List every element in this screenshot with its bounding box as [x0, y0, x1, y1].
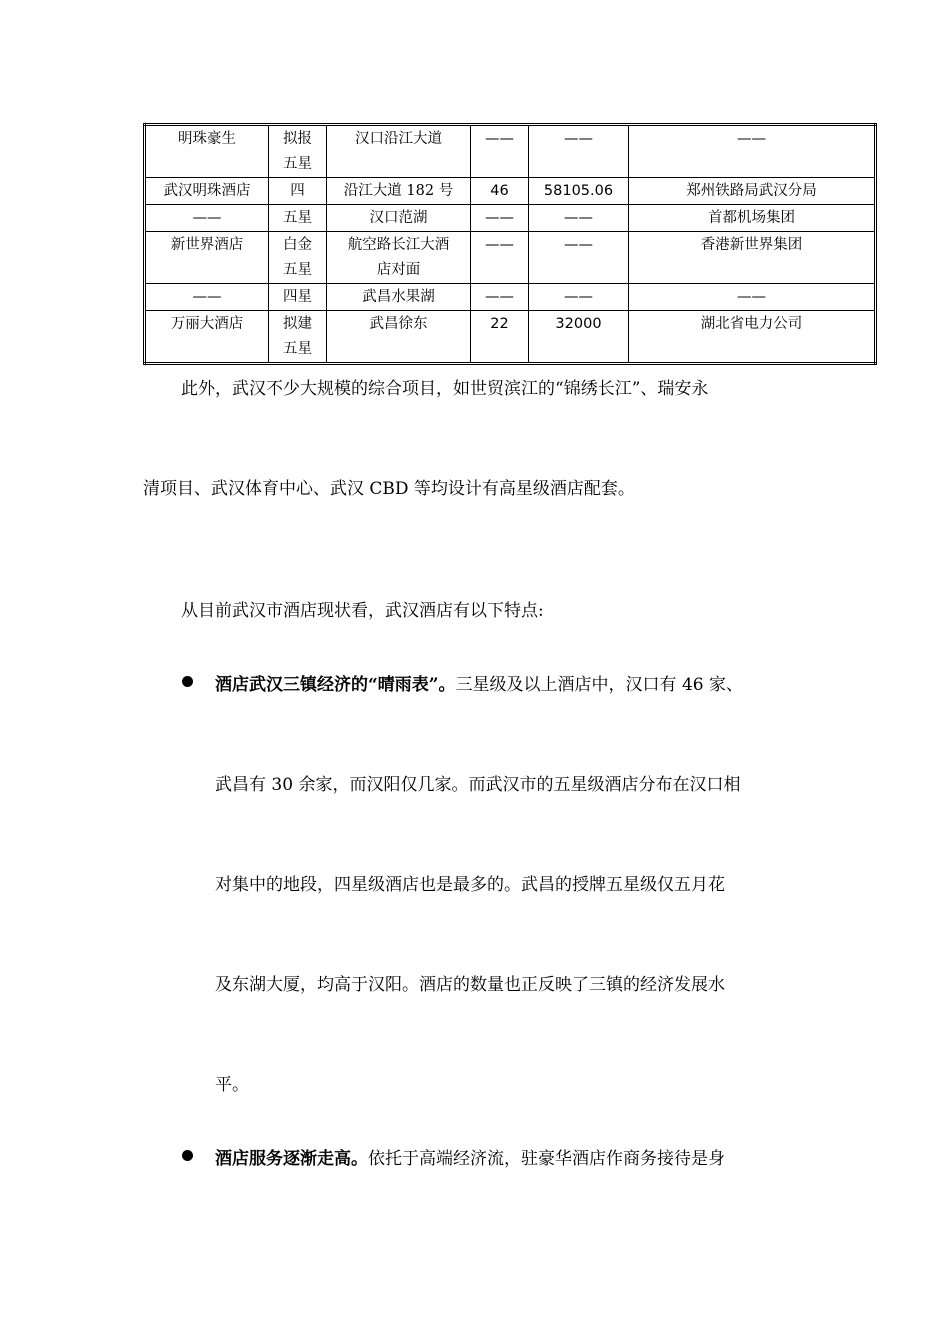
- paragraph-1-line-2: 清项目、武汉体育中心、武汉 CBD 等均设计有高星级酒店配套。: [143, 479, 635, 499]
- table-cell: ——: [471, 205, 529, 232]
- table-cell: 46: [471, 178, 529, 205]
- table-cell: ——: [629, 284, 876, 311]
- table-cell: ——: [529, 232, 629, 284]
- table-cell: ——: [145, 205, 269, 232]
- bullet-2-line-1: [215, 1144, 725, 1169]
- table-cell: 新世界酒店: [145, 232, 269, 284]
- table-cell: 武汉明珠酒店: [145, 178, 269, 205]
- table-row: [145, 125, 876, 178]
- table-cell: 首都机场集团: [629, 205, 876, 232]
- table-cell: 武昌水果湖: [327, 284, 471, 311]
- table-cell: 拟建 五星: [269, 311, 327, 364]
- paragraph-1-line-1: 此外，武汉不少大规模的综合项目，如世贸滨江的“锦绣长江”、瑞安永: [181, 379, 709, 399]
- table-cell: 拟报 五星: [269, 125, 327, 178]
- bullet-icon: [182, 676, 193, 687]
- table-row: [145, 232, 876, 284]
- table-cell: ——: [529, 125, 629, 178]
- table-row: [145, 284, 876, 311]
- table-cell: 白金 五星: [269, 232, 327, 284]
- table-cell: 万丽大酒店: [145, 311, 269, 364]
- table-cell: 32000: [529, 311, 629, 364]
- table-cell: ——: [529, 205, 629, 232]
- table-cell: ——: [471, 232, 529, 284]
- table-cell: 四: [269, 178, 327, 205]
- table-cell: ——: [629, 125, 876, 178]
- table-cell: 郑州铁路局武汉分局: [629, 178, 876, 205]
- table-cell: 22: [471, 311, 529, 364]
- table-row: [145, 311, 876, 364]
- table-cell: ——: [471, 125, 529, 178]
- table-cell: ——: [529, 284, 629, 311]
- table-cell: 航空路长江大酒 店对面: [327, 232, 471, 284]
- bullet-1-heading: 酒店武汉三镇经济的“晴雨表”。: [215, 675, 456, 695]
- table-cell: 沿江大道 182 号: [327, 178, 471, 205]
- bullet-1-line-3: 对集中的地段，四星级酒店也是最多的。武昌的授牌五星级仅五月花: [215, 875, 725, 895]
- bullet-1-line-4: 及东湖大厦，均高于汉阳。酒店的数量也正反映了三镇的经济发展水: [215, 975, 725, 995]
- table-cell: 湖北省电力公司: [629, 311, 876, 364]
- table-cell: 明珠豪生: [145, 125, 269, 178]
- hotel-table-body: [145, 125, 876, 364]
- table-cell: 四星: [269, 284, 327, 311]
- table-cell: 香港新世界集团: [629, 232, 876, 284]
- bullet-icon: [182, 1150, 193, 1161]
- table-cell: 武昌徐东: [327, 311, 471, 364]
- bullet-2-heading: 酒店服务逐渐走高。: [215, 1149, 368, 1169]
- bullet-1-line-5: 平。: [215, 1075, 249, 1095]
- paragraph-2: 从目前武汉市酒店现状看，武汉酒店有以下特点:: [181, 601, 544, 621]
- table-row: [145, 205, 876, 232]
- table-cell: ——: [145, 284, 269, 311]
- table-cell: 五星: [269, 205, 327, 232]
- bullet-1-line-2: 武昌有 30 余家，而汉阳仅几家。而武汉市的五星级酒店分布在汉口相: [215, 775, 741, 795]
- bullet-1-line-1-text: 三星级及以上酒店中，汉口有 46 家、: [455, 675, 744, 695]
- bullet-2-line-1-text: 依托于高端经济流，驻豪华酒店作商务接待是身: [368, 1149, 725, 1169]
- hotel-table: [143, 123, 877, 365]
- table-row: [145, 178, 876, 205]
- table-cell: 58105.06: [529, 178, 629, 205]
- bullet-1-line-1: [215, 670, 743, 695]
- table-cell: 汉口范湖: [327, 205, 471, 232]
- table-cell: 汉口沿江大道: [327, 125, 471, 178]
- table-cell: ——: [471, 284, 529, 311]
